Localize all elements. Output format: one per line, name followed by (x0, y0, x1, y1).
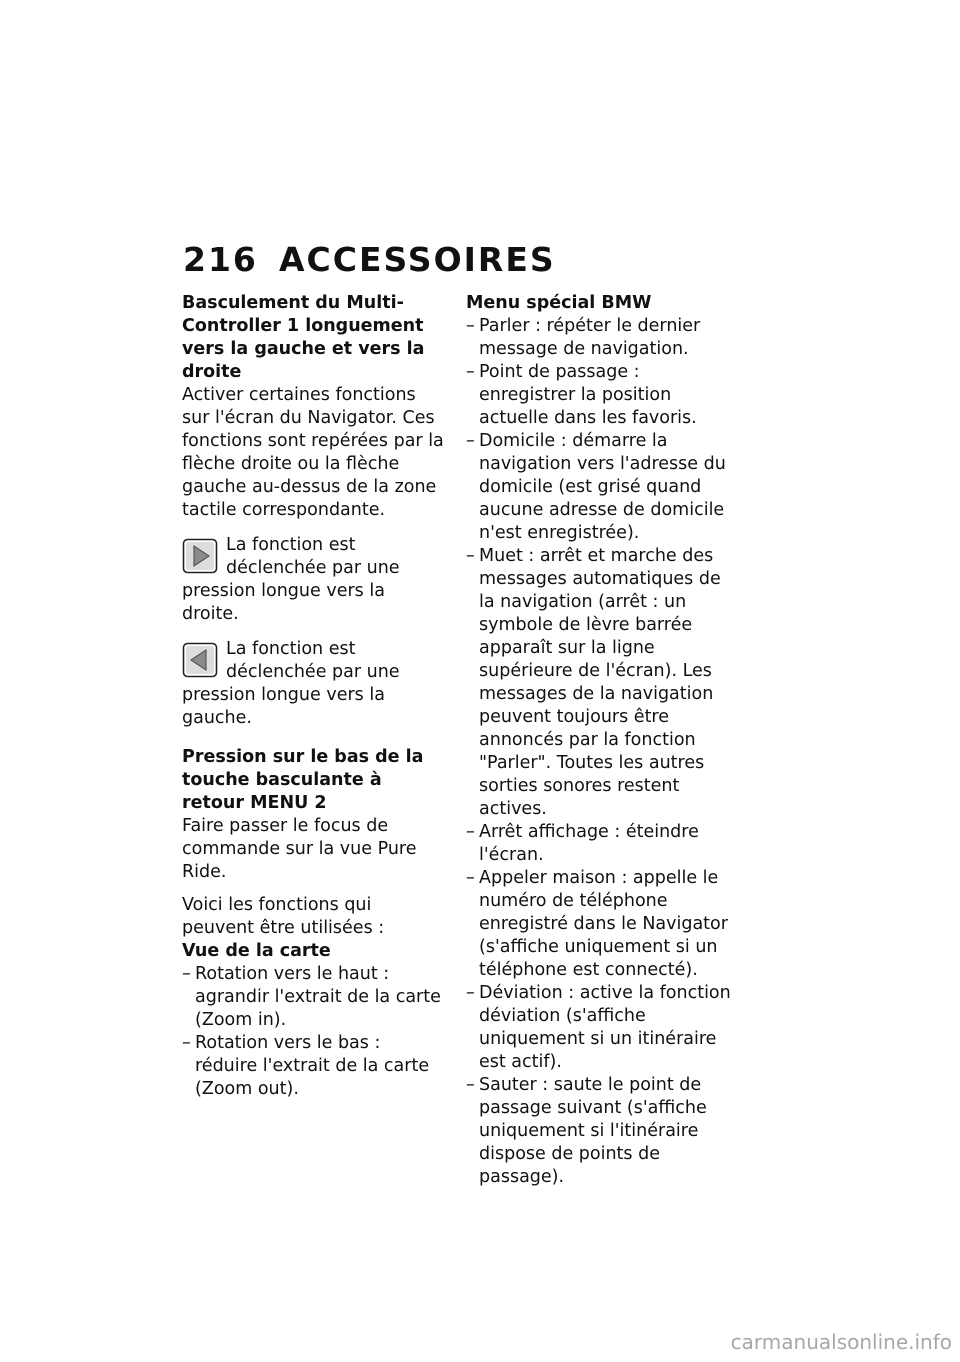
note-left-text: La fonction est déclenchée par une pression longue vers la gauche. (182, 639, 400, 728)
list-item: – Rotation vers le haut : agrandir l'extrait de la carte (Zoom in). (182, 963, 444, 1032)
section-title: ACCESSOIRES (279, 240, 556, 279)
paragraph-activate-functions: Activer certaines fonctions sur l'écran du Navigator. Ces fonctions sont repérées par la flèche droite ou la flèche gauche au-dessus de la zone tactile correspondante. (182, 385, 444, 520)
list-item: – Déviation : active la fonction déviation (s'affiche uniquement si un itinéraire est actif). (466, 982, 740, 1074)
heading-bmw-special-menu: Menu spécial BMW (466, 293, 652, 313)
arrow-left-key-icon (182, 642, 218, 678)
paragraph-available-functions: Voici les fonctions qui peuvent être utilisées : (182, 895, 385, 938)
list-item: – Arrêt affichage : éteindre l'écran. (466, 821, 740, 867)
list-item: – Domicile : démarre la navigation vers l'adresse du domicile (est grisé quand aucune adresse de domicile n'est enregistrée). (466, 430, 740, 545)
page-header (183, 240, 556, 280)
page-number: 216 (183, 240, 258, 279)
list-item: – Rotation vers le bas : réduire l'extrait de la carte (Zoom out). (182, 1032, 444, 1101)
paragraph-pure-ride: Faire passer le focus de commande sur la vue Pure Ride. (182, 816, 417, 882)
left-column (182, 292, 444, 1101)
list-item: – Muet : arrêt et marche des messages automatiques de la navigation (arrêt : un symbole de lèvre barrée apparaît sur la ligne supérieure de l'écran). Les messages de la navigation peuvent toujours être annoncés par la fonction "Parler". Toutes les autres sorties sonores restent actives. (466, 545, 740, 821)
note-right-text: La fonction est déclenchée par une pression longue vers la droite. (182, 535, 400, 624)
heading-multi-controller: Basculement du Multi-Controller 1 longuement vers la gauche et vers la droite (182, 293, 425, 382)
right-column (466, 292, 740, 1189)
subheading-map-view: Vue de la carte (182, 941, 331, 961)
list-item: – Appeler maison : appelle le numéro de téléphone enregistré dans le Navigator (s'affiche uniquement si un téléphone est connecté). (466, 867, 740, 982)
note-long-press-right (182, 534, 444, 626)
list-item: – Sauter : saute le point de passage suivant (s'affiche uniquement si l'itinéraire dispose de points de passage). (466, 1074, 740, 1189)
bmw-menu-list (466, 315, 740, 1189)
heading-menu-button: Pression sur le bas de la touche basculante à retour MENU 2 (182, 747, 424, 813)
watermark: carmanualsonline.info (730, 1330, 952, 1354)
list-item: – Point de passage : enregistrer la position actuelle dans les favoris. (466, 361, 740, 430)
list-item: – Parler : répéter le dernier message de navigation. (466, 315, 740, 361)
note-long-press-left (182, 638, 444, 730)
arrow-right-key-icon (182, 538, 218, 574)
map-view-list (182, 963, 444, 1101)
